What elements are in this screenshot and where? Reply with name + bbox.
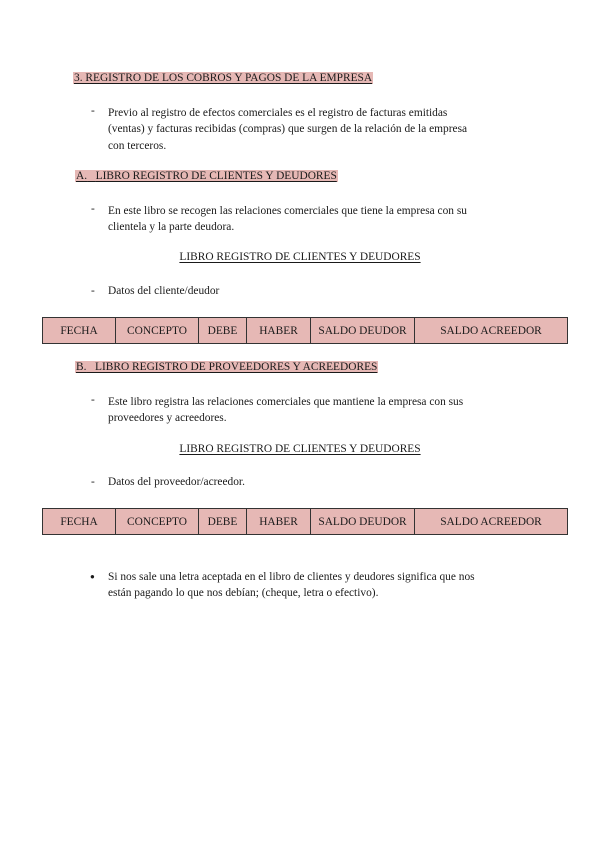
suppliers-ledger-header — [42, 508, 568, 535]
clients-ledger-header — [42, 317, 568, 344]
section-b-title: LIBRO REGISTRO DE PROVEEDORES Y ACREEDORES — [95, 361, 378, 373]
column-header-saldo-acreedor: SALDO ACREEDOR — [415, 509, 568, 535]
column-header-haber: HABER — [247, 509, 311, 535]
dash-bullet: - — [91, 285, 95, 297]
dash-bullet: - — [91, 394, 95, 406]
section-a-marker: A. — [76, 170, 88, 182]
dash-bullet: - — [91, 105, 95, 117]
column-header-saldo-deudor: SALDO DEUDOR — [311, 509, 415, 535]
column-header-saldo-deudor: SALDO DEUDOR — [311, 318, 415, 344]
note-paragraph: Si nos sale una letra aceptada en el libro de clientes y deudores significa que nos están pagando lo que nos debían; (cheque, letra o efectivo). — [108, 571, 475, 600]
round-bullet: ● — [90, 572, 95, 581]
table-row — [43, 509, 568, 535]
column-header-fecha: FECHA — [43, 318, 116, 344]
section-b-description: Este libro registra las relaciones comerciales que mantiene la empresa con sus proveedores y acreedores. — [108, 396, 464, 425]
column-header-debe: DEBE — [199, 318, 247, 344]
column-header-saldo-acreedor: SALDO ACREEDOR — [415, 318, 568, 344]
section-b-marker: B. — [76, 361, 87, 373]
intro-paragraph: Previo al registro de efectos comerciales es el registro de facturas emitidas (ventas) y facturas recibidas (compras) que surgen de la relación de la empresa con terceros. — [108, 107, 468, 152]
column-header-haber: HABER — [247, 318, 311, 344]
section-b-data-label: Datos del proveedor/acreedor. — [108, 476, 245, 488]
dash-bullet: - — [91, 203, 95, 215]
column-header-concepto: CONCEPTO — [116, 318, 199, 344]
section-a-heading — [75, 170, 338, 182]
column-header-fecha: FECHA — [43, 509, 116, 535]
section-a-data-label: Datos del cliente/deudor — [108, 285, 220, 297]
section-b-heading — [75, 361, 378, 373]
section-a-title: LIBRO REGISTRO DE CLIENTES Y DEUDORES — [95, 170, 337, 182]
column-header-concepto: CONCEPTO — [116, 509, 199, 535]
column-header-debe: DEBE — [199, 509, 247, 535]
dash-bullet: - — [91, 476, 95, 488]
section-b-book-title: LIBRO REGISTRO DE CLIENTES Y DEUDORES — [179, 443, 421, 455]
section-a-description: En este libro se recogen las relaciones comerciales que tiene la empresa con su clientela y la parte deudora. — [108, 205, 467, 234]
section-a-book-title: LIBRO REGISTRO DE CLIENTES Y DEUDORES — [179, 251, 421, 263]
table-row — [43, 318, 568, 344]
section-title: 3. REGISTRO DE LOS COBROS Y PAGOS DE LA EMPRESA — [74, 72, 373, 84]
